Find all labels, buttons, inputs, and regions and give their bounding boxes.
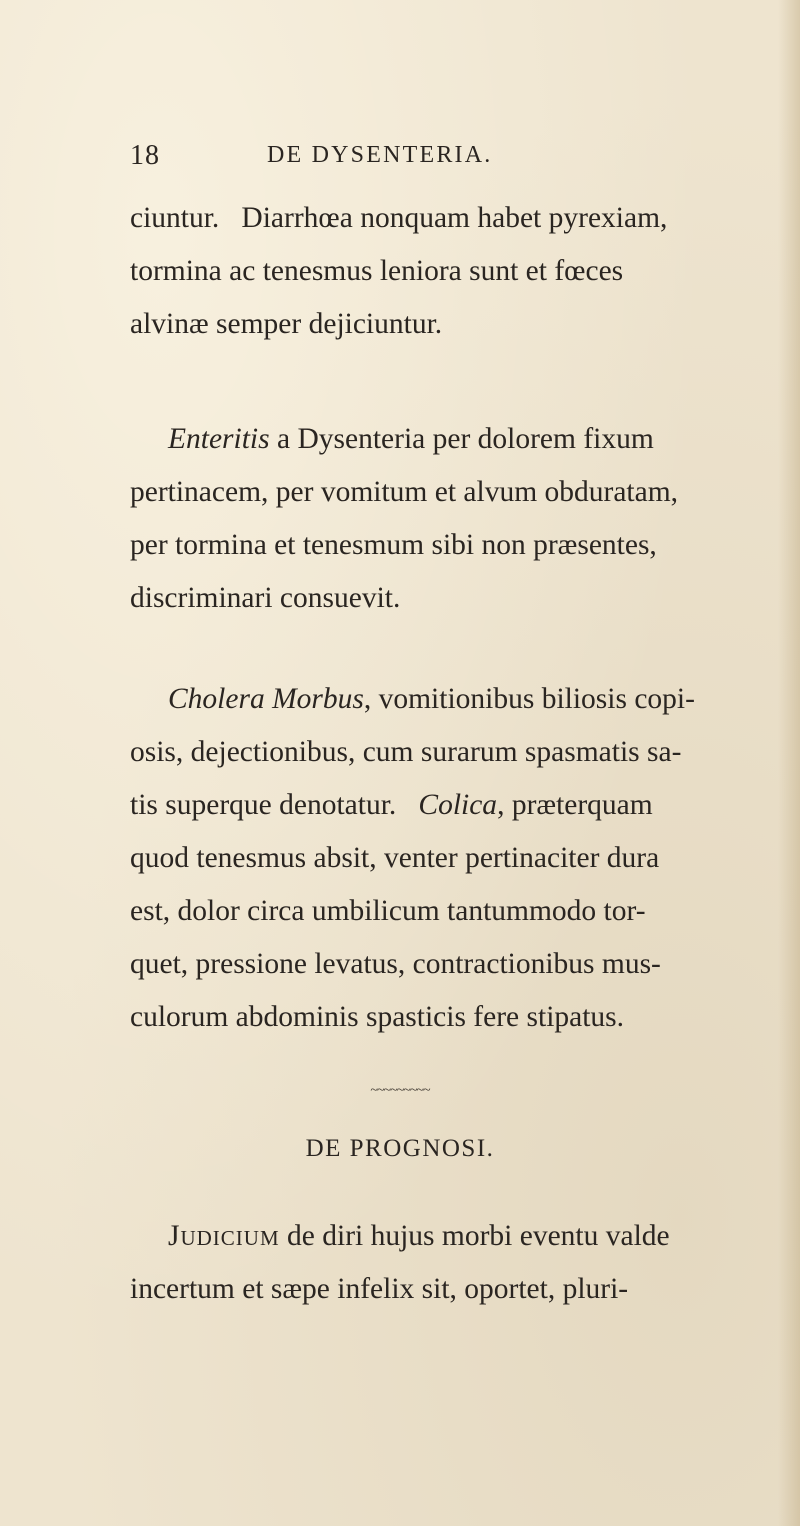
term-colica: Colica [418,789,498,821]
text-line: osis, dejectionibus, cum surarum spasmatis sa- [130,736,682,768]
text-line: ciuntur. Diarrhœa nonquam habet pyrexiam, [130,202,668,234]
text-line: tormina ac tenesmus leniora sunt et fœces [130,255,624,287]
term-enteritis: Enteritis [168,423,270,455]
paragraph-prognosis [130,1210,770,1316]
text-line: per tormina et tenesmum sibi non præsentes, [130,529,657,561]
text-line [130,779,770,832]
running-head: DE DYSENTERIA. [267,142,493,168]
term-cholera-morbus: Cholera Morbus [168,683,364,715]
text-line: quod tenesmus absit, venter pertinaciter dura [130,842,660,874]
text-line: pertinacem, per vomitum et alvum obduratam, [130,476,679,508]
text-line: est, dolor circa umbilicum tantummodo tor- [130,895,646,927]
text-line [130,673,770,726]
text-fragment: a Dysenteria per dolorem fixum [269,423,654,455]
text-fragment: , præterquam [497,789,653,821]
page-number: 18 [130,140,160,171]
section-separator-ornament: ~~~~~~~~~ [370,1083,430,1098]
page-edge-shadow [778,0,800,1526]
text-line [130,1210,770,1263]
paragraph-enteritis [130,413,770,625]
text-line: alvinæ semper dejiciuntur. [130,308,443,340]
text-line: discriminari consuevit. [130,582,401,614]
text-fragment: tis superque denotatur. [130,789,419,821]
text-line: culorum abdominis spasticis fere stipatus. [130,1001,625,1033]
text-fragment: , vomitionibus biliosis copi- [363,683,695,715]
text-line: incertum et sæpe infelix sit, oportet, pluri- [130,1273,629,1305]
page-header [0,140,800,180]
text-line: quet, pressione levatus, contractionibus mus- [130,948,661,980]
section-title: DE PROGNOSI. [305,1135,495,1162]
text-fragment: de diri hujus morbi eventu valde [279,1220,670,1252]
text-line [130,413,770,466]
paragraph-diarrhoea [130,192,770,351]
paragraph-cholera [130,673,770,1044]
lead-word: Judicium [168,1220,280,1252]
